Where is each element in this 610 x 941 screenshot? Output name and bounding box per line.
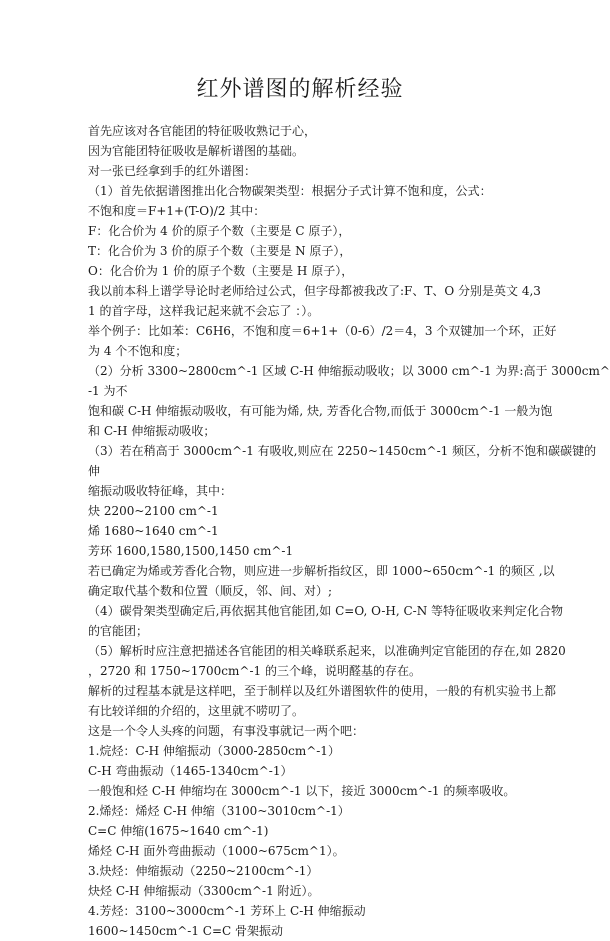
text-line: 有比较详细的介绍的，这里就不唠叨了。 <box>88 704 305 718</box>
text-line: 若已确定为烯或芳香化合物，则应进一步解析指纹区，即 1000~650cm^-1 的频区 ,以 <box>88 564 555 578</box>
text-line: 炔烃 C-H 伸缩振动（3300cm^-1 附近）。 <box>88 884 320 898</box>
document-body <box>88 121 610 941</box>
text-line: 缩振动吸收特征峰，其中： <box>88 484 233 498</box>
text-line: 因为官能团特征吸收是解析谱图的基础。 <box>88 144 305 158</box>
text-line: 首先应该对各官能团的特征吸收熟记于心， <box>88 124 317 138</box>
text-line: 对一张已经拿到手的红外谱图： <box>88 164 257 178</box>
text-line: （5）解析时应注意把描述各官能团的相关峰联系起来，以准确判定官能团的存在,如 2820 <box>88 644 566 658</box>
text-line: 烯烃 C-H 面外弯曲振动（1000~675cm^1）。 <box>88 844 345 858</box>
text-line: 确定取代基个数和位置（顺反，邻、间、对）; <box>88 584 333 598</box>
text-line: （4）碳骨架类型确定后,再依据其他官能团,如 C=O, O-H, C-N 等特征吸收来判定化合物 <box>88 604 564 618</box>
text-line: 1600~1450cm^-1 C=C 骨架振动 <box>88 924 284 938</box>
text-line: 解析的过程基本就是这样吧，至于制样以及红外谱图软件的使用，一般的有机实验书上都 <box>88 684 557 698</box>
text-line: （3）若在稍高于 3000cm^-1 有吸收,则应在 2250~1450cm^-1 频区，分析不饱和碳碳键的 <box>88 444 597 458</box>
text-line: 饱和碳 C-H 伸缩振动吸收，有可能为烯, 炔, 芳香化合物,而低于 3000cm^-1 一般为饱 <box>88 404 553 418</box>
text-line: 4.芳烃：3100~3000cm^-1 芳环上 C-H 伸缩振动 <box>88 904 366 918</box>
text-line: O：化合价为 1 价的原子个数（主要是 H 原子）， <box>88 264 354 278</box>
text-line: ，2720 和 1750~1700cm^-1 的三个峰，说明醛基的存在。 <box>88 664 421 678</box>
text-line: T：化合价为 3 价的原子个数（主要是 N 原子）， <box>88 244 352 258</box>
text-line: 炔 2200~2100 cm^-1 <box>88 504 219 518</box>
text-line: 为 4 个不饱和度； <box>88 344 188 358</box>
text-line: 伸 <box>88 464 101 478</box>
text-line: 3.炔烃：伸缩振动（2250~2100cm^-1） <box>88 864 319 878</box>
text-line: -1 为不 <box>88 384 128 398</box>
text-line: 2.烯烃：烯烃 C-H 伸缩（3100~3010cm^-1） <box>88 804 350 818</box>
text-line: 和 C-H 伸缩振动吸收； <box>88 424 216 438</box>
text-line: 的官能团； <box>88 624 149 638</box>
text-line: 一般饱和烃 C-H 伸缩均在 3000cm^-1 以下，接近 3000cm^-1 的频率吸收。 <box>88 784 516 798</box>
text-line: 不饱和度＝F+1+(T-O)/2 其中： <box>88 204 266 218</box>
text-line: C-H 弯曲振动（1465-1340cm^-1） <box>88 764 293 778</box>
text-line: 举个例子：比如苯：C6H6，不饱和度＝6+1+（0-6）/2＝4，3 个双键加一个环，正好 <box>88 324 557 338</box>
text-line: 1 的首字母，这样我记起来就不会忘了 ：）。 <box>88 304 320 318</box>
text-line: C=C 伸缩(1675~1640 cm^-1) <box>88 824 269 838</box>
text-line: 芳环 1600,1580,1500,1450 cm^-1 <box>88 544 294 558</box>
text-line: 1.烷烃：C-H 伸缩振动（3000-2850cm^-1） <box>88 744 340 758</box>
text-line: （1）首先依据谱图推出化合物碳架类型：根据分子式计算不饱和度，公式： <box>88 184 492 198</box>
text-line: 我以前本科上谱学导论时老师给过公式，但字母都被我改了:F、T、O 分别是英文 4,3 <box>88 284 541 298</box>
text-line: 这是一个令人头疼的问题，有事没事就记一两个吧： <box>88 724 365 738</box>
text-line: F：化合价为 4 价的原子个数（主要是 C 原子）， <box>88 224 351 238</box>
document-title: 红外谱图的解析经验 <box>196 77 404 102</box>
text-line: （2）分析 3300~2800cm^-1 区域 C-H 伸缩振动吸收；以 3000 cm^-1 为界:高于 3000cm^ <box>88 364 610 378</box>
text-line: 烯 1680~1640 cm^-1 <box>88 524 219 538</box>
